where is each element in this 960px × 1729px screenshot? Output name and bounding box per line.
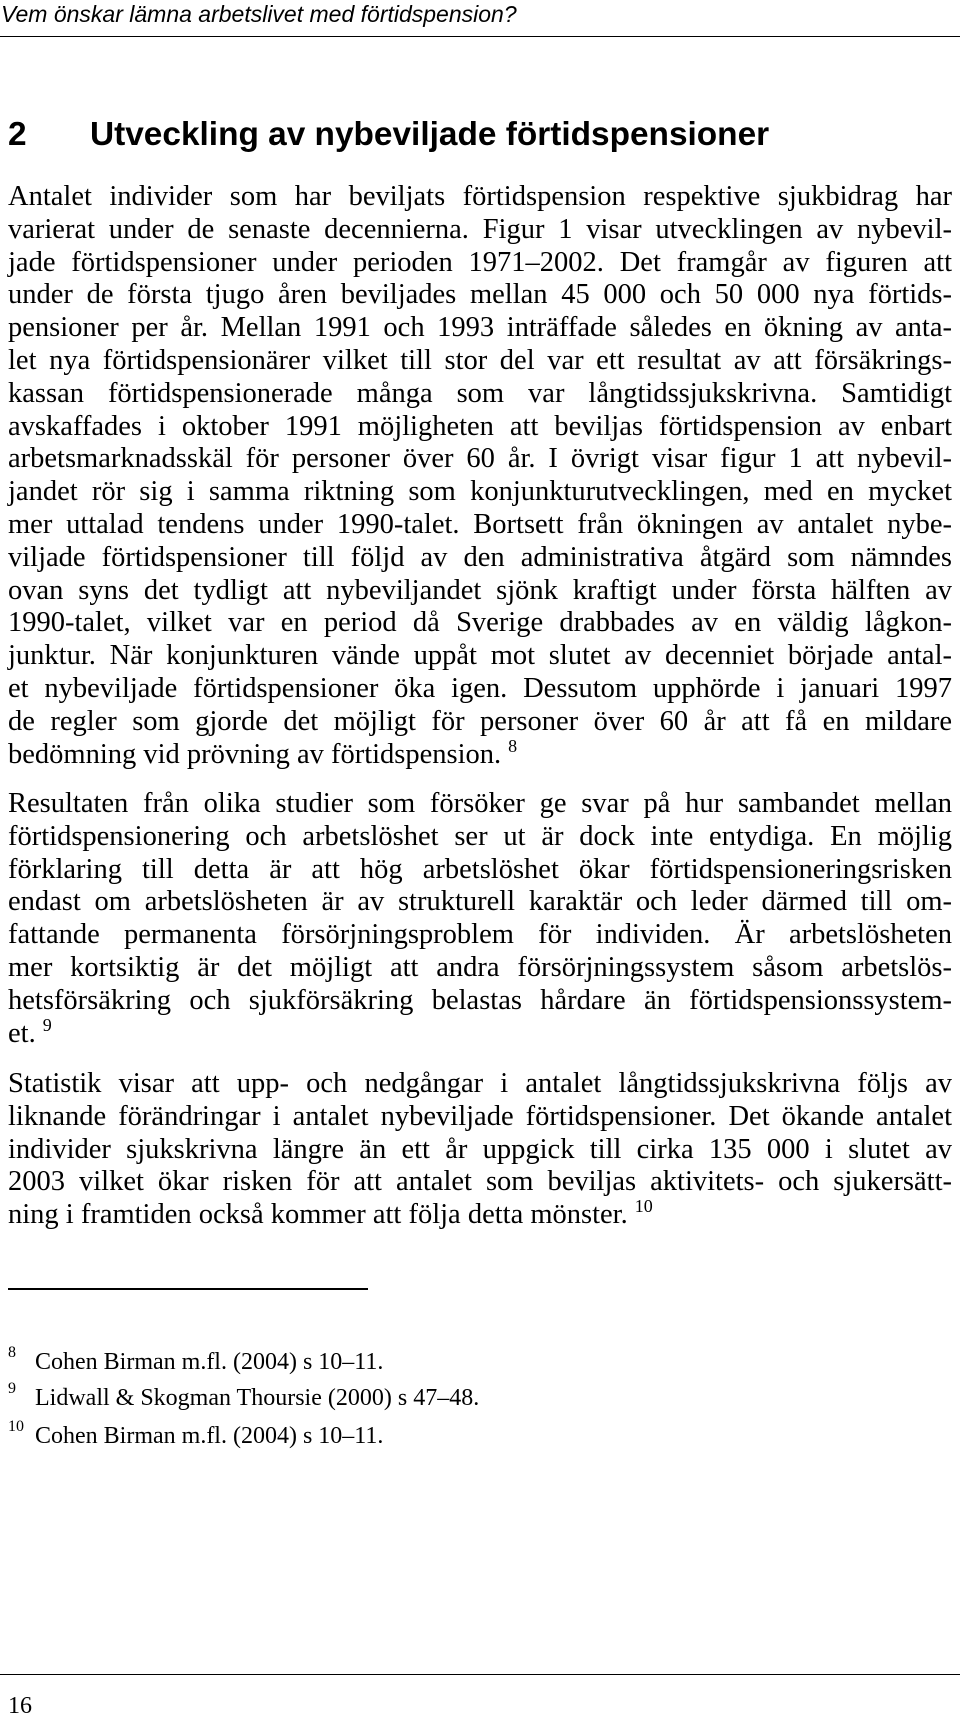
footnote-ref: 9 bbox=[42, 1014, 52, 1035]
paragraph-line: jade förtidspensioner under perioden 1971–2002. Det framgår av figuren att bbox=[8, 246, 952, 278]
footnote-text: Cohen Birman m.fl. (2004) s 10–11. bbox=[35, 1423, 384, 1449]
paragraph-2 bbox=[8, 788, 952, 1050]
footnote-separator bbox=[8, 1288, 368, 1290]
section-title: Utveckling av nybeviljade förtidspensioner bbox=[90, 116, 770, 153]
paragraph-line: liknande förändringar i antalet nybeviljade förtidspensioner. Det ökande antalet bbox=[8, 1100, 952, 1132]
paragraph-line: mer uttalad tendens under 1990-talet. Bortsett från ökningen av antalet nybe- bbox=[8, 508, 952, 540]
paragraph-line: varierat under de senaste decennierna. Figur 1 visar utvecklingen av nybevil- bbox=[8, 213, 952, 245]
paragraph-line: ovan syns det tydligt att nybeviljandet sjönk kraftigt under första hälften av bbox=[8, 574, 952, 606]
footnote-number: 9 bbox=[8, 1380, 16, 1397]
running-header: Vem önskar lämna arbetslivet med förtidspension? bbox=[1, 1, 517, 27]
paragraph-line: kassan förtidspensionerade många som var långtidssjukskrivna. Samtidigt bbox=[8, 377, 952, 409]
paragraph-line: pensioner per år. Mellan 1991 och 1993 inträffade således en ökning av anta- bbox=[8, 312, 952, 344]
paragraph-3 bbox=[8, 1068, 952, 1232]
footnote-text: Cohen Birman m.fl. (2004) s 10–11. bbox=[35, 1349, 384, 1375]
paragraph-line: avskaffades i oktober 1991 möjligheten att beviljas förtidspension av enbart bbox=[8, 410, 952, 442]
footer-rule bbox=[0, 1674, 960, 1675]
section-number: 2 bbox=[8, 116, 27, 153]
paragraph-line: let nya förtidspensionärer vilket till stor del var ett resultat av att försäkrings- bbox=[8, 344, 952, 376]
paragraph-line: endast om arbetslösheten är av strukturell karaktär och leder därmed till om- bbox=[8, 886, 952, 918]
paragraph-last-line bbox=[8, 1014, 952, 1051]
paragraph-1 bbox=[8, 181, 952, 771]
paragraph-line: 2003 vilket ökar risken för att antalet som beviljas aktivitets- och sjukersätt- bbox=[8, 1166, 952, 1198]
paragraph-last-line bbox=[8, 735, 952, 772]
footnote-ref: 10 bbox=[634, 1196, 653, 1217]
paragraph-line: fattande permanenta försörjningsproblem för individen. Är arbetslösheten bbox=[8, 919, 952, 951]
page-number: 16 bbox=[8, 1693, 32, 1719]
paragraph-line: jandet rör sig i samma riktning som konjunkturutvecklingen, med en mycket bbox=[8, 476, 952, 508]
header-rule bbox=[0, 36, 960, 37]
paragraph-line: förklaring till detta är att hög arbetslöshet ökar förtidspensioneringsrisken bbox=[8, 853, 952, 885]
paragraph-line: Statistik visar att upp- och nedgångar i antalet långtidssjukskrivna följs av bbox=[8, 1068, 952, 1099]
paragraph-line: Antalet individer som har beviljats förtidspension respektive sjukbidrag har bbox=[8, 181, 952, 212]
paragraph-line: junktur. När konjunkturen vände uppåt mot slutet av decenniet började antal- bbox=[8, 640, 952, 672]
footnote-number: 8 bbox=[8, 1344, 16, 1361]
footnote-ref: 8 bbox=[508, 735, 518, 756]
paragraph-line: et nybeviljade förtidspensioner öka igen. Dessutom upphörde i januari 1997 bbox=[8, 672, 952, 704]
paragraph-last-line-text: bedömning vid prövning av förtidspension. bbox=[8, 738, 502, 770]
paragraph-line: Resultaten från olika studier som försöker ge svar på hur sambandet mellan bbox=[8, 788, 952, 819]
paragraph-line: hetsförsäkring och sjukförsäkring belastas hårdare än förtidspensionssystem- bbox=[8, 984, 952, 1016]
paragraph-line: viljade förtidspensioner till följd av den administrativa åtgärd som nämndes bbox=[8, 541, 952, 573]
paragraph-line: 1990-talet, vilket var en period då Sverige drabbades av en väldig lågkon- bbox=[8, 607, 952, 639]
paragraph-last-line-text: et. bbox=[8, 1017, 36, 1049]
paragraph-line: under de första tjugo åren beviljades mellan 45 000 och 50 000 nya förtids- bbox=[8, 279, 952, 311]
section-heading bbox=[8, 114, 952, 156]
paragraph-line: förtidspensionering och arbetslöshet ser ut är dock inte entydiga. En möjlig bbox=[8, 820, 952, 852]
paragraph-line: individer sjukskrivna längre än ett år uppgick till cirka 135 000 i slutet av bbox=[8, 1133, 952, 1165]
footnote-number: 10 bbox=[8, 1418, 24, 1435]
paragraph-line: mer kortsiktig är det möjligt att andra försörjningssystem såsom arbetslös- bbox=[8, 951, 952, 983]
footnote-text: Lidwall & Skogman Thoursie (2000) s 47–48. bbox=[35, 1385, 480, 1411]
paragraph-last-line-text: ning i framtiden också kommer att följa detta mönster. bbox=[8, 1199, 628, 1231]
paragraph-line: de regler som gjorde det möjligt för personer över 60 år att få en mildare bbox=[8, 705, 952, 737]
paragraph-last-line bbox=[8, 1196, 952, 1232]
paragraph-line: arbetsmarknadsskäl för personer över 60 år. I övrigt visar figur 1 att nybevil- bbox=[8, 443, 952, 475]
